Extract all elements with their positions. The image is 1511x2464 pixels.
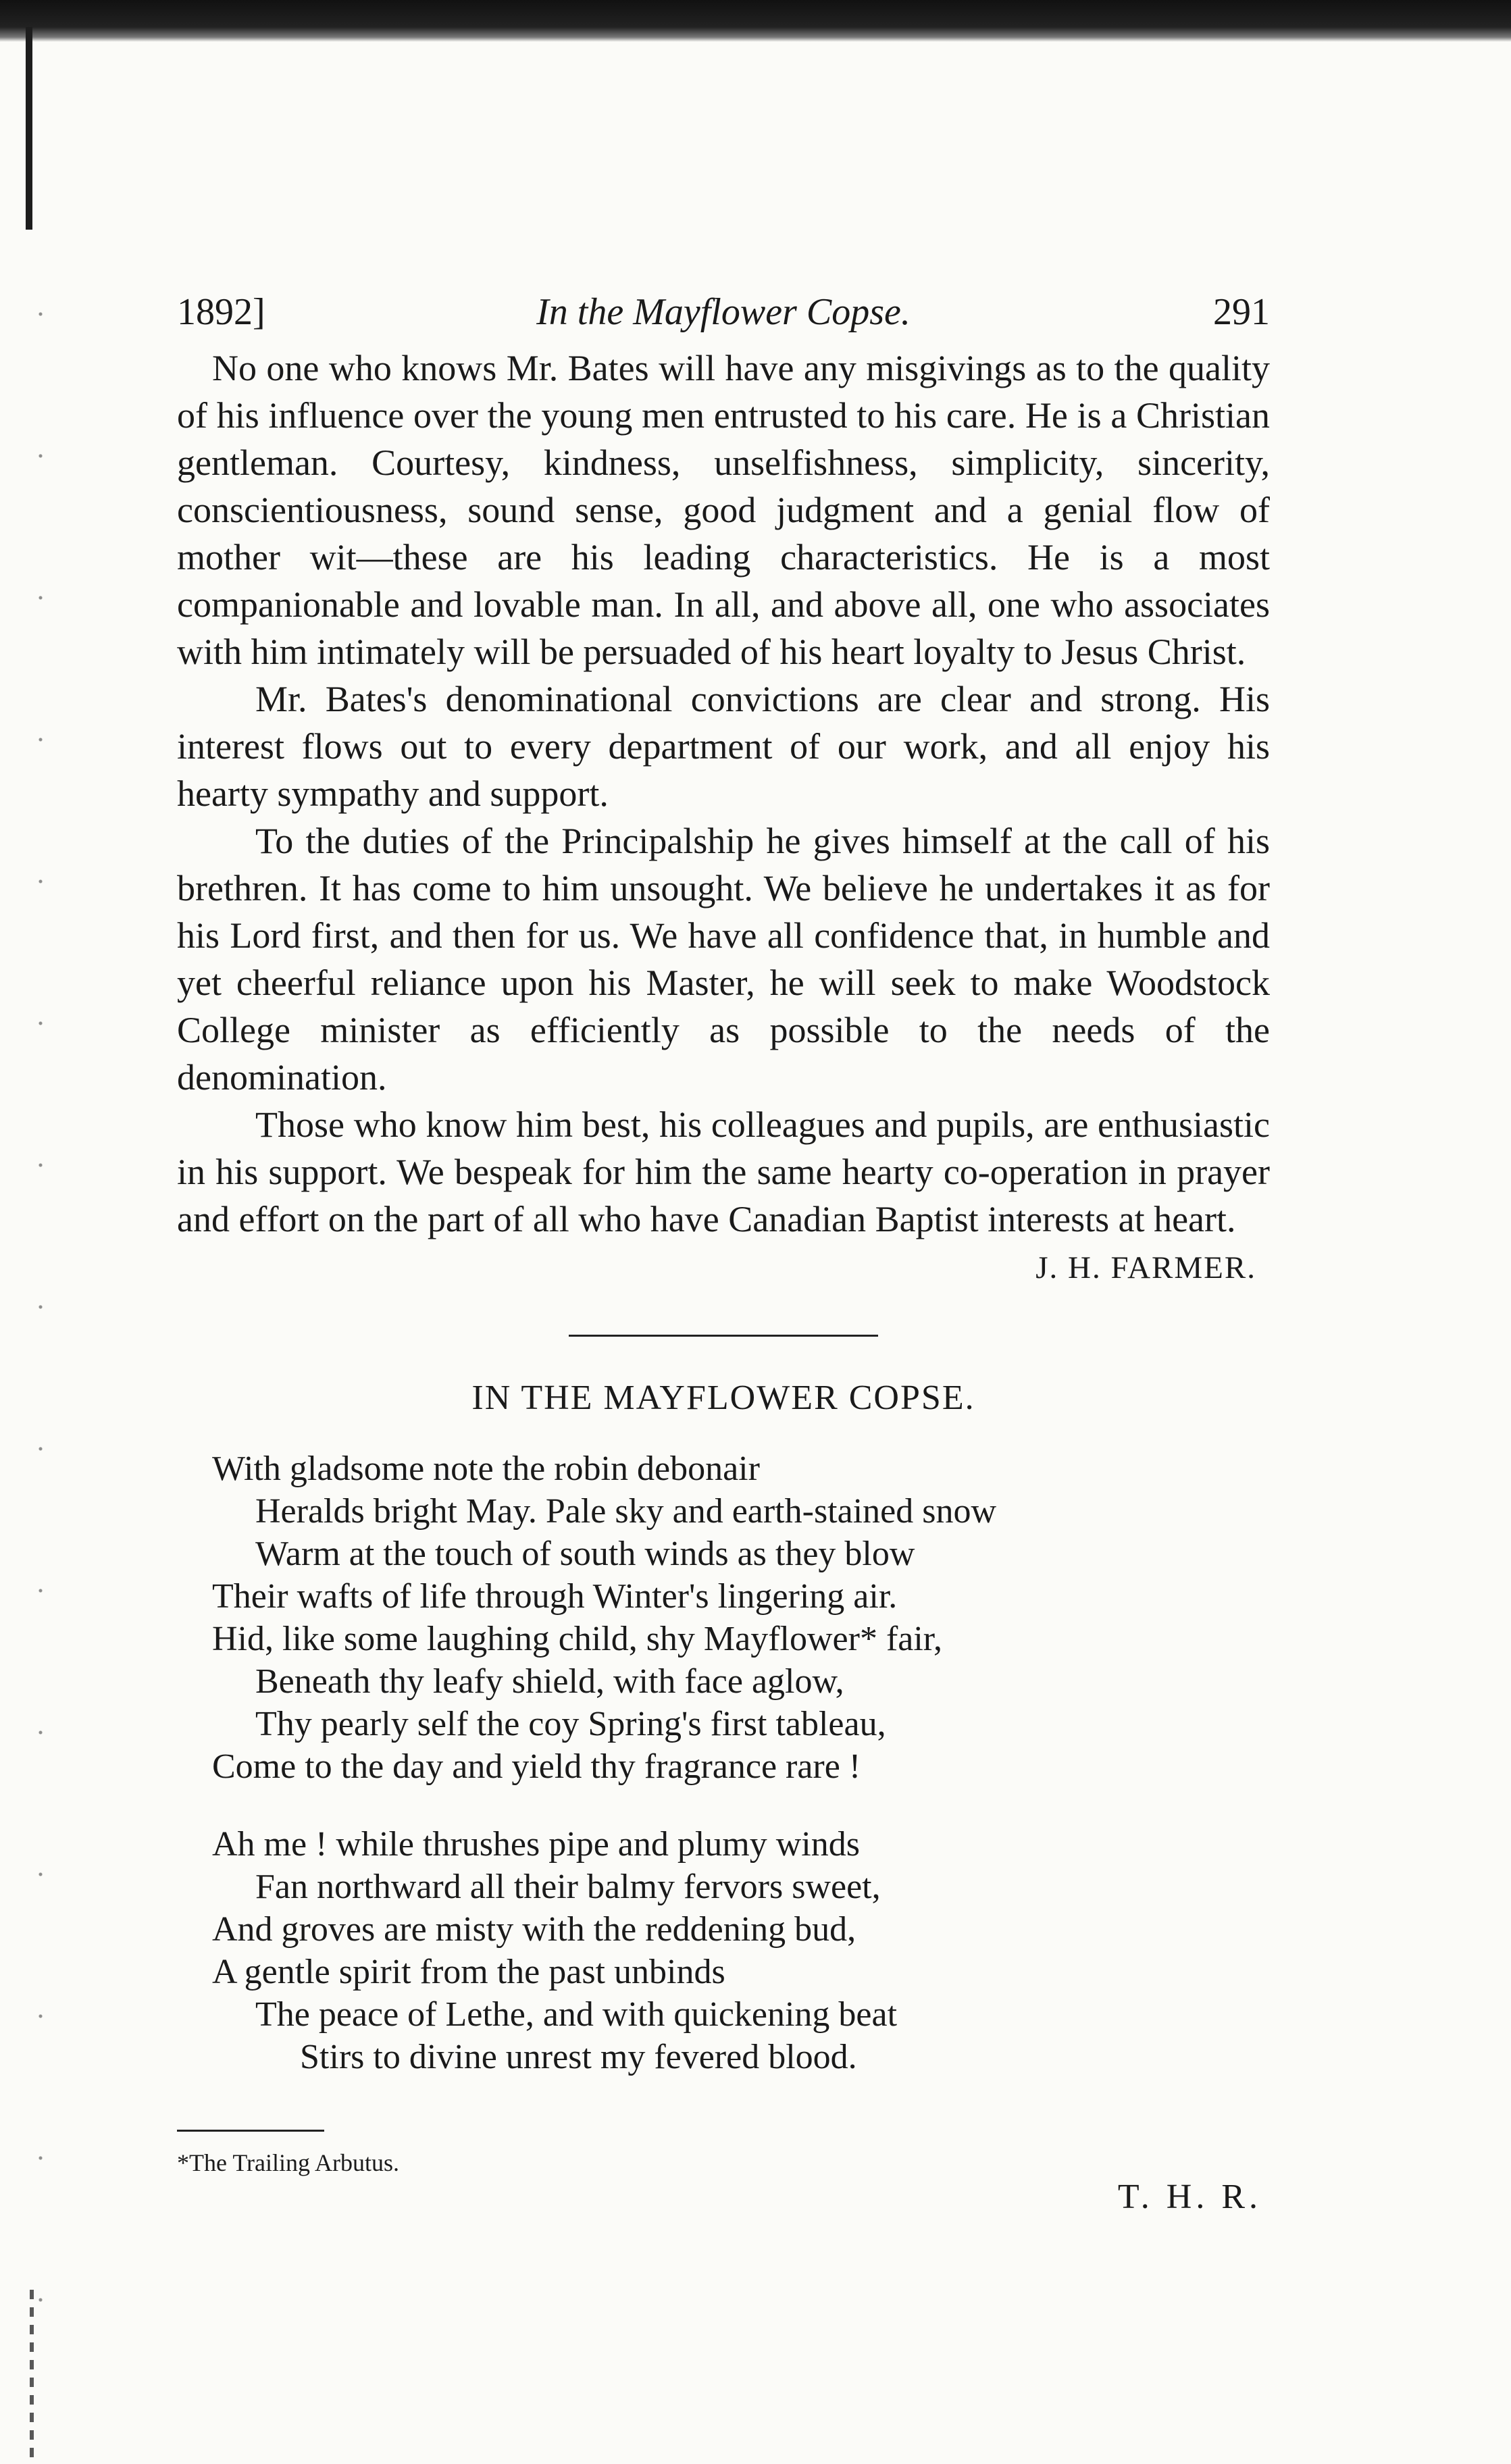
poem-line: The peace of Lethe, and with quickening beat	[255, 1995, 898, 2034]
book-page	[177, 290, 1270, 2216]
paragraph: Those who know him best, his colleagues and pupils, are enthusiastic in his support. We bespeak for him the same hearty co-operation in prayer and effort on the part of all who have Canadian Baptist interests at heart.	[177, 1104, 1270, 1239]
page-number: 291	[1213, 291, 1270, 333]
poem-line: Hid, like some laughing child, shy Mayflower* fair,	[212, 1620, 943, 1658]
poem-stanza-1	[177, 1447, 1270, 1788]
scan-margin-specks	[20, 243, 61, 2405]
poem-line: Their wafts of life through Winter's lingering air.	[212, 1577, 898, 1616]
poem-line: Heralds bright May. Pale sky and earth-stained snow	[255, 1492, 997, 1531]
footnote-rule	[177, 2130, 324, 2132]
poem-line: Fan northward all their balmy fervors sweet,	[255, 1868, 881, 1906]
running-head-year: 1892]	[177, 291, 265, 333]
poem-line: And groves are misty with the reddening bud,	[212, 1910, 856, 1949]
poem-line: Warm at the touch of south winds as they blow	[255, 1535, 915, 1573]
poem-line: Stirs to divine unrest my fevered blood.	[300, 2038, 857, 2076]
running-head-title: In the Mayflower Copse.	[536, 291, 911, 333]
poem-line: Thy pearly self the coy Spring's first tableau,	[255, 1705, 886, 1743]
footnote-area	[177, 2130, 1270, 2216]
poem-signature: T. H. R.	[1117, 2178, 1262, 2216]
paragraph: Mr. Bates's denominational convictions are clear and strong. His interest flows out to every department of our work, and all enjoy his hearty sympathy and support.	[177, 679, 1270, 814]
scan-top-edge	[0, 0, 1511, 42]
poem-stanza-2	[177, 1823, 1270, 2078]
article-signature: J. H. FARMER.	[1035, 1250, 1256, 1285]
article-body	[177, 344, 1270, 1243]
poem-line: With gladsome note the robin debonair	[212, 1449, 760, 1488]
poem-line: Come to the day and yield thy fragrance rare !	[212, 1747, 861, 1786]
footnote: *The Trailing Arbutus.	[177, 2149, 400, 2176]
scan-left-edge	[26, 27, 32, 230]
section-divider	[569, 1335, 878, 1337]
poem-title: IN THE MAYFLOWER COPSE.	[471, 1379, 975, 1417]
poem-line: Beneath thy leafy shield, with face aglow,	[255, 1662, 844, 1701]
poem-line: A gentle spirit from the past unbinds	[212, 1953, 725, 1991]
poem-line: Ah me ! while thrushes pipe and plumy winds	[212, 1825, 860, 1864]
scan-binding-marks	[30, 2290, 34, 2459]
running-head	[177, 290, 1270, 344]
paragraph: To the duties of the Principalship he gives himself at the call of his brethren. It has come to him unsought. We believe he undertakes it as for his Lord first, and then for us. We have all confidence that, in humble and yet cheerful reliance upon his Master, he will seek to make Woodstock College minister as efficiently as possible to the needs of the denomination.	[177, 821, 1270, 1098]
paragraph: No one who knows Mr. Bates will have any misgivings as to the quality of his influence over the young men entrusted to his care. He is a Christian gentleman. Courtesy, kindness, unselfishness, simplicity, sincerity, conscientiousness, sound sense, good judgment and a genial flow of mother wit—these are his leading characteristics. He is a most companionable and lovable man. In all, and above all, one who associates with him intimately will be persuaded of his heart loyalty to Jesus Christ.	[177, 348, 1270, 672]
